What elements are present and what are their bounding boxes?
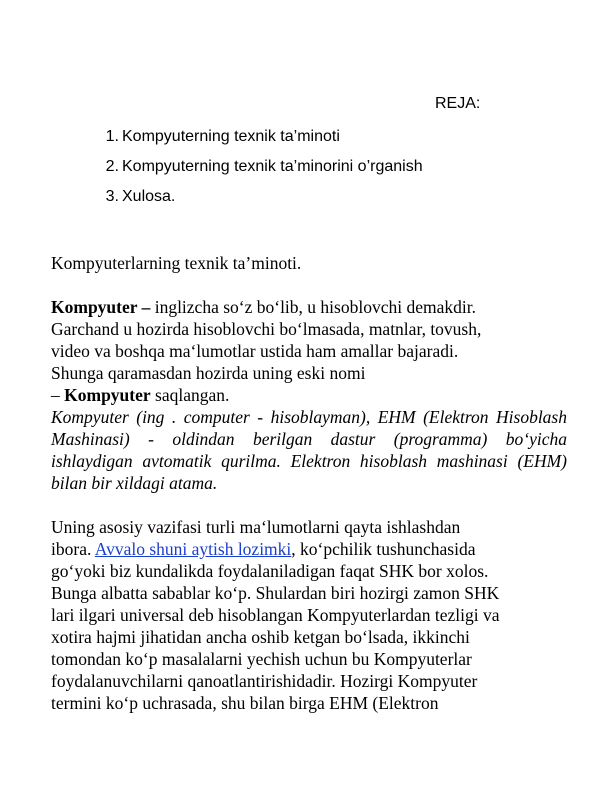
list-number: 3.: [105, 188, 119, 205]
list-item-text: Kompyuterning texnik ta’minoti: [122, 128, 340, 145]
list-item-text: Xulosa.: [122, 188, 176, 205]
bold-term: Kompyuter: [51, 297, 138, 317]
reja-list: [100, 124, 423, 214]
reja-title: REJA:: [435, 95, 481, 112]
bold-term: Kompyuter: [64, 385, 151, 405]
line-text: , ko‘pchilik tushunchasida: [291, 539, 476, 559]
main-paragraph: [51, 516, 567, 714]
line-text: inglizcha so‘z bo‘lib, u hisoblovchi demakdir.: [154, 297, 476, 317]
bold-dash: –: [137, 297, 155, 317]
line-text: ibora.: [51, 539, 95, 559]
definition-paragraph: [51, 296, 567, 406]
paragraph-spacer: [51, 494, 567, 516]
paragraph-line: [51, 296, 567, 318]
paragraph-line: Shunga qaramasdan hozirda uning eski nomi: [51, 363, 366, 383]
paragraph-line: xotira hajmi jihatidan ancha oshib ketgan bo‘lsada, ikkinchi: [51, 627, 470, 647]
dash-prefix: –: [51, 385, 65, 405]
paragraph-line: tomondan ko‘p masalalarni yechish uchun bu Kompyuterlar: [51, 649, 472, 669]
paragraph-line: lari ilgari universal deb hisoblangan Kompyuterlardan tezligi va: [51, 605, 500, 625]
document-body: [51, 252, 567, 714]
list-number: 2.: [105, 158, 119, 175]
line-text: saqlangan.: [150, 385, 230, 405]
paragraph-line: foydalanuvchilarni qanoatlantirishidadir. Hozirgi Kompyuter: [51, 671, 478, 691]
paragraph-line: Uning asosiy vazifasi turli ma‘lumotlarni qayta ishlashdan: [51, 517, 461, 537]
italic-definition-paragraph: Kompyuter (ing . computer - hisoblayman), EHM (Elektron Hisoblash Mashinasi) - oldindan berilgan dastur (programma) bo‘yicha ishlaydigan avtomatik qurilma. Elektron hisoblash mashinasi (EHM) bilan bir xildagi atama.: [51, 407, 567, 493]
reja-list-item: [100, 154, 423, 184]
list-number: 1.: [105, 128, 119, 145]
list-item-text: Kompyuterning texnik ta’minorini o’rganish: [122, 158, 423, 175]
paragraph-line: go‘yoki biz kundalikda foydalaniladigan faqat SHK bor xolos.: [51, 561, 489, 581]
reja-list-item: [100, 124, 423, 154]
paragraph-line: Bunga albatta sabablar ko‘p. Shulardan biri hozirgi zamon SHK: [51, 583, 500, 603]
paragraph-spacer: [51, 274, 567, 296]
inline-link[interactable]: Avvalo shuni aytish lozimki: [94, 539, 292, 559]
section-heading: Kompyuterlarning texnik ta’minoti.: [51, 253, 302, 273]
paragraph-line: [51, 384, 567, 406]
reja-list-item: [100, 184, 423, 214]
paragraph-line: termini ko‘p uchrasada, shu bilan birga EHM (Elektron: [51, 693, 439, 713]
paragraph-line: Garchand u hozirda hisoblovchi bo‘lmasada, matnlar, tovush,: [51, 319, 482, 339]
paragraph-line: video va boshqa ma‘lumotlar ustida ham amallar bajaradi.: [51, 341, 459, 361]
paragraph-line: [51, 538, 567, 560]
